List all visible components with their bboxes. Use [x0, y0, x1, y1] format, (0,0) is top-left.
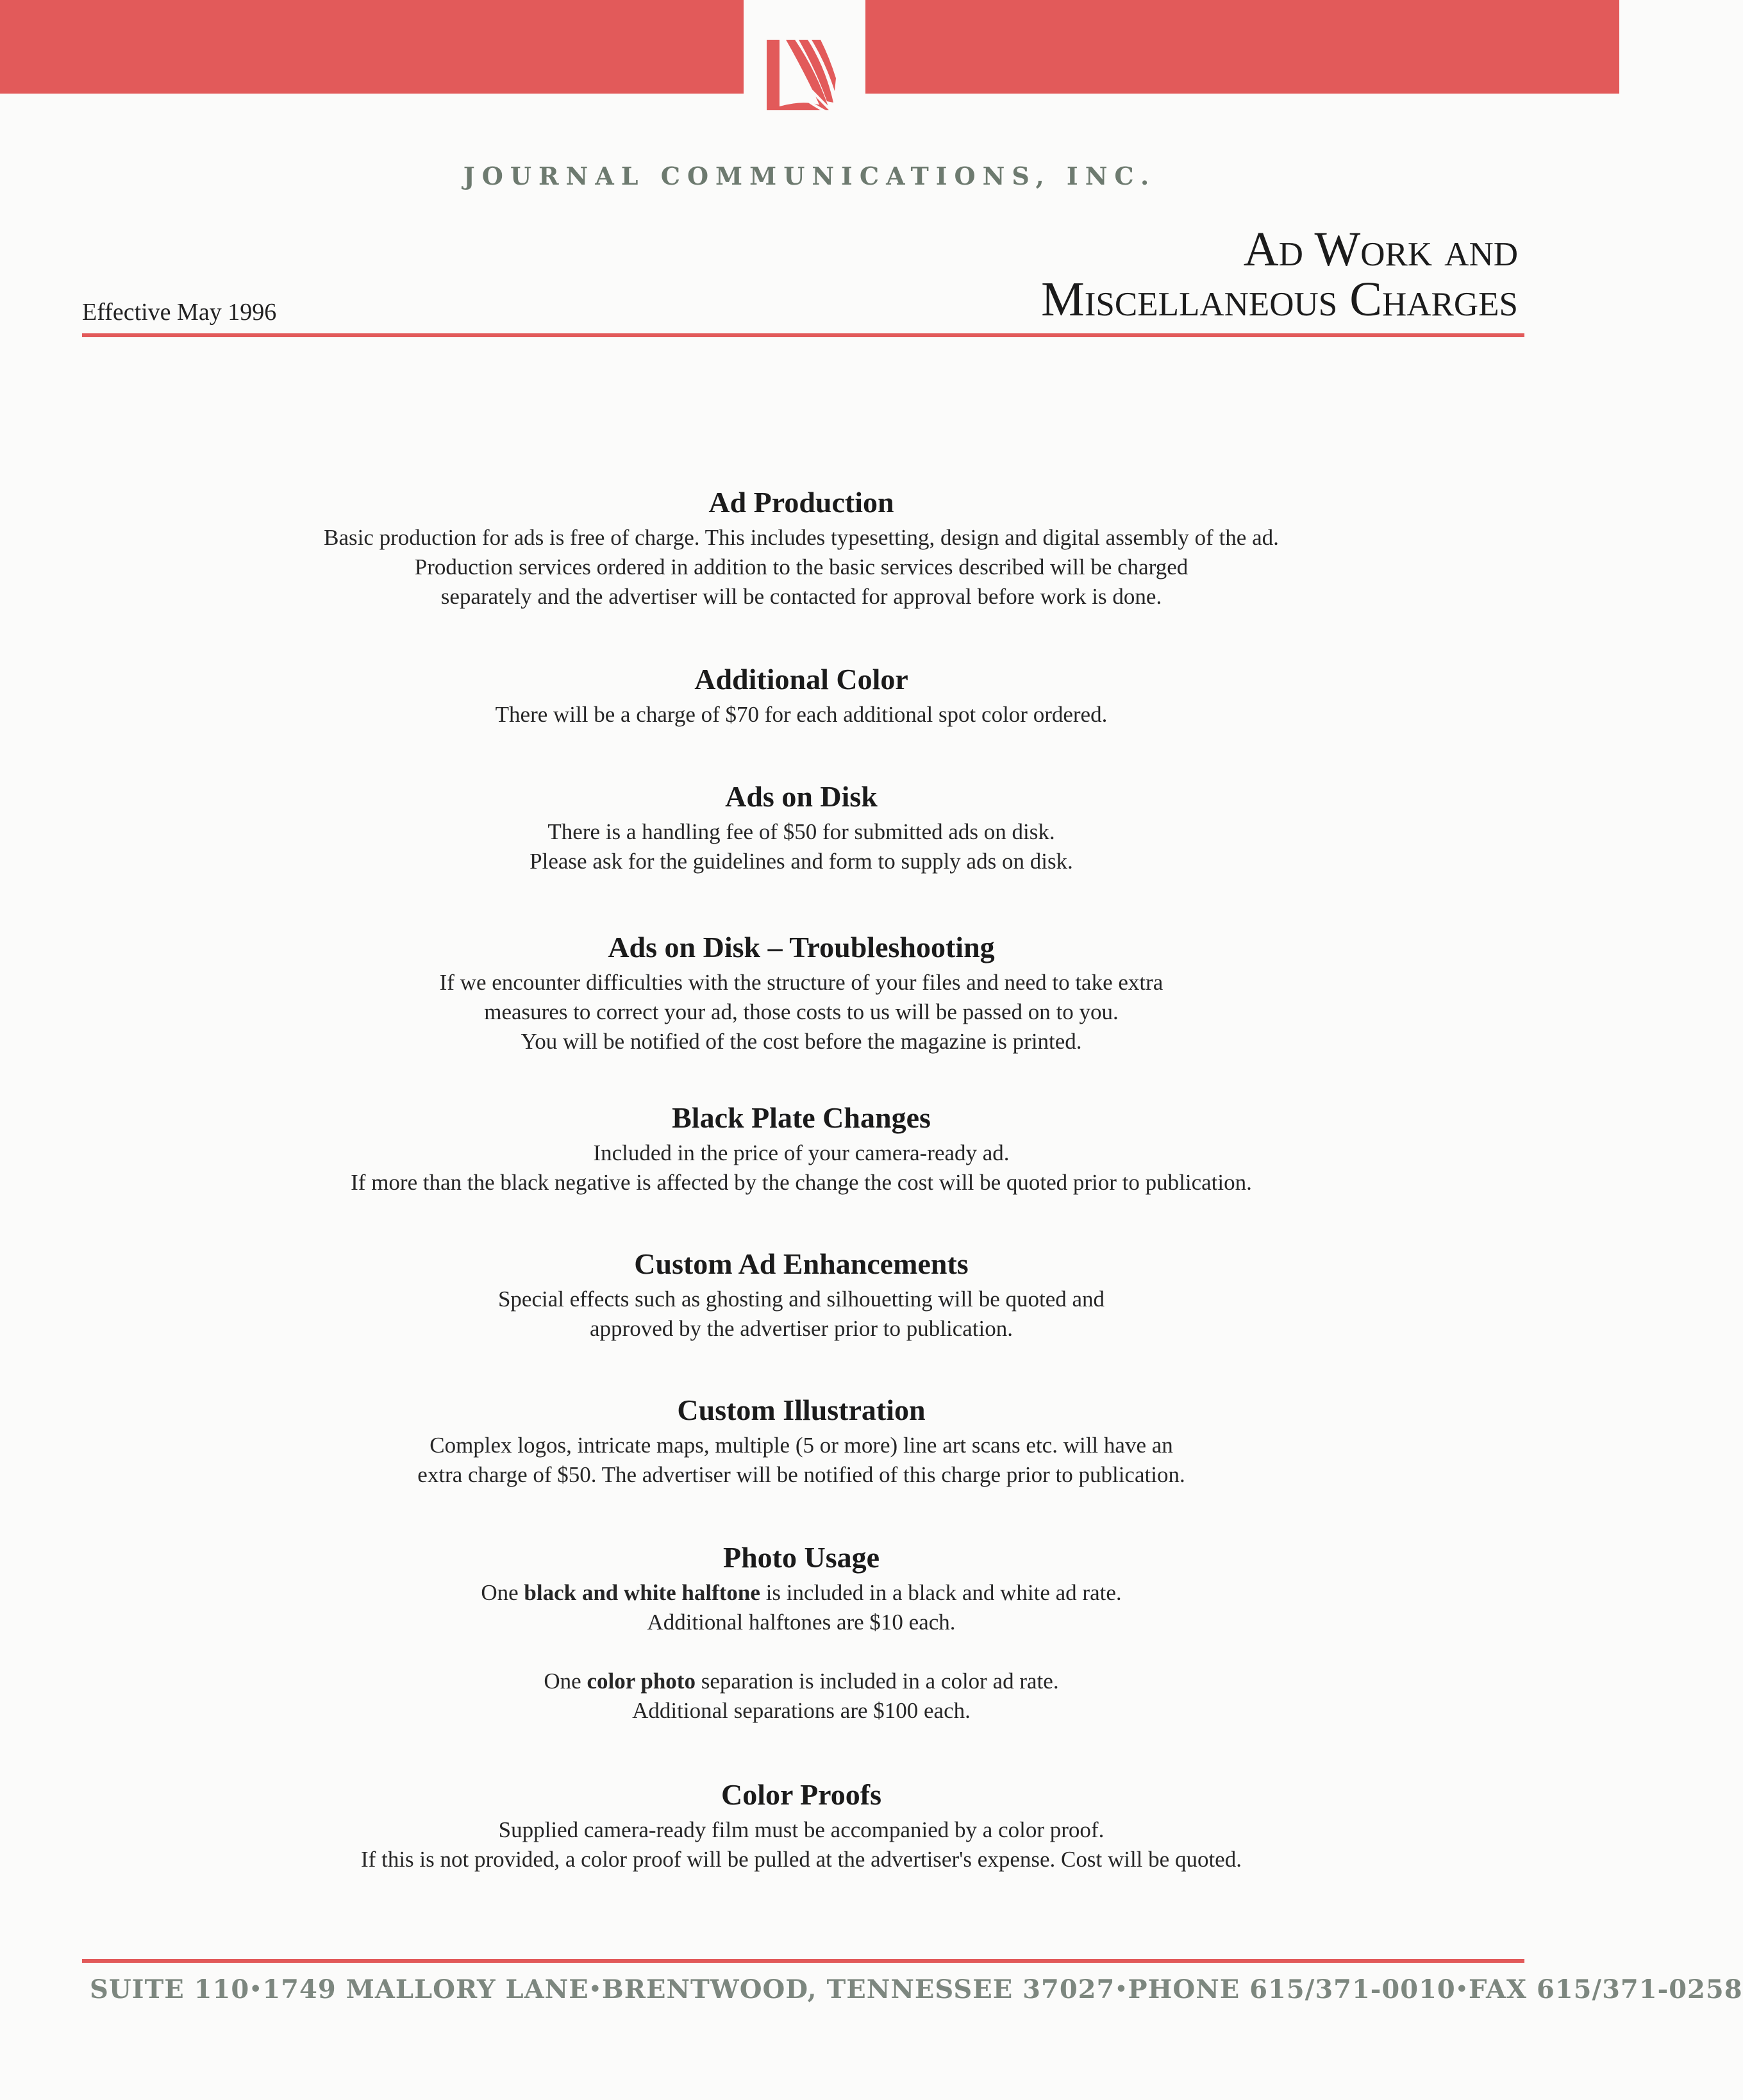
section-heading: Color Proofs: [721, 1778, 881, 1811]
section-color-proofs: [160, 1777, 1442, 1874]
section-text: Supplied camera-ready film must be accompanied by a color proof. If this is not provided, a color proof will be pulled at the advertiser's expense. Cost will be quoted.: [361, 1817, 1242, 1872]
title-line-2: Miscellaneous Charges: [1041, 272, 1518, 326]
section-heading: Ads on Disk – Troubleshooting: [608, 931, 995, 963]
section-custom-ad-enhancements: [160, 1246, 1442, 1344]
footer-street: 1749 MALLORY LANE: [262, 1974, 589, 2004]
section-heading: Additional Color: [694, 663, 908, 696]
section-heading: Custom Illustration: [677, 1394, 926, 1426]
section-additional-color: [160, 662, 1442, 729]
header-divider: [82, 333, 1524, 337]
section-ad-production: [160, 485, 1442, 612]
section-text: Complex logos, intricate maps, multiple (5 or more) line art scans etc. will have an extra charge of $50. The advertiser will be notified of this charge prior to publication.: [417, 1433, 1185, 1487]
page-title: [1041, 224, 1518, 324]
section-heading: Custom Ad Enhancements: [634, 1247, 969, 1280]
section-ads-on-disk-troubleshooting: [160, 929, 1442, 1056]
footer-separator: •: [1115, 1978, 1128, 2001]
section-ads-on-disk: [160, 779, 1442, 876]
section-text: Special effects such as ghosting and silhouetting will be quoted and approved by the advertiser prior to publication.: [497, 1287, 1105, 1341]
footer-phone: PHONE 615/371-0010: [1128, 1974, 1456, 2004]
section-text-color: One color photo separation is included in a color ad rate. Additional separations are $100 each.: [544, 1669, 1059, 1723]
effective-date: Effective May 1996: [82, 299, 277, 326]
section-heading: Ad Production: [708, 486, 894, 519]
footer-address: [90, 1974, 1743, 2004]
footer-city: BRENTWOOD, TENNESSEE 37027: [601, 1974, 1115, 2004]
section-text: There is a handling fee of $50 for submitted ads on disk. Please ask for the guidelines and form to supply ads on disk.: [530, 819, 1073, 874]
section-custom-illustration: [160, 1392, 1442, 1490]
footer-divider: [82, 1959, 1524, 1963]
top-color-band-right: [865, 0, 1619, 94]
section-heading: Ads on Disk: [725, 780, 878, 813]
footer-separator: •: [1455, 1978, 1469, 2001]
section-heading: Black Plate Changes: [672, 1101, 931, 1134]
section-heading: Photo Usage: [722, 1541, 880, 1574]
section-text: Included in the price of your camera-ready ad. If more than the black negative is affected by the change the cost will be quoted prior to publication.: [351, 1140, 1252, 1195]
section-text-bw: One black and white halftone is included in a black and white ad rate. Additional halftones are $10 each.: [481, 1580, 1122, 1635]
company-name: JOURNAL COMMUNICATIONS, INC.: [463, 162, 1156, 190]
section-text: There will be a charge of $70 for each additional spot color ordered.: [495, 702, 1108, 727]
title-line-1: Ad Work and: [1243, 222, 1518, 276]
top-color-band-left: [0, 0, 744, 94]
section-text: If we encounter difficulties with the structure of your files and need to take extra measures to correct your ad, those costs to us will be passed on to you. You will be notified of the cost before the magazine is printed.: [439, 970, 1163, 1054]
footer-fax: FAX 615/371-0258: [1468, 1974, 1743, 2004]
section-text: Basic production for ads is free of charge. This includes typesetting, design and digital assembly of the ad. Production services ordered in addition to the basic services described will be charged separately and the advertiser will be contacted for approval before work is done.: [324, 525, 1279, 609]
company-logo-icon: [767, 40, 836, 149]
footer-separator: •: [588, 1978, 602, 2001]
footer-separator: •: [249, 1978, 263, 2001]
section-photo-usage: [160, 1540, 1442, 1726]
section-black-plate-changes: [160, 1100, 1442, 1197]
footer-suite: SUITE 110: [90, 1974, 250, 2004]
